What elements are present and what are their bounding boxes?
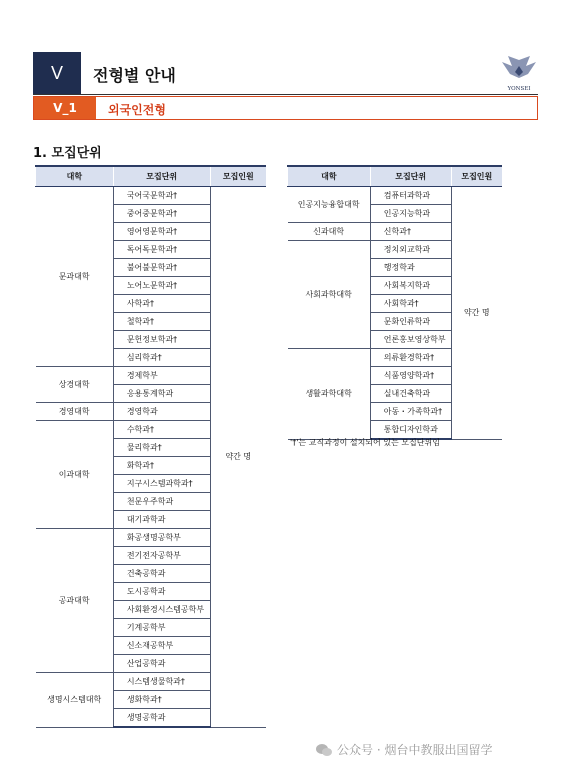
yonsei-logo [494, 52, 544, 94]
dept-cell: 생명공학과 [113, 709, 210, 728]
logo-wordmark: YONSEI [507, 86, 531, 92]
dept-cell: 대기과학과 [113, 511, 210, 529]
wechat-icon [316, 743, 332, 757]
college-cell: 상경대학 [36, 367, 114, 403]
dept-cell: 언론홍보영상학부 [370, 331, 451, 349]
dept-cell: 신소재공학부 [113, 637, 210, 655]
dept-cell: 영어영문학과† [113, 223, 210, 241]
dept-cell: 응용통계학과 [113, 385, 210, 403]
dept-header: 모집단위 [370, 166, 451, 187]
quota-cell: 약간 명 [210, 187, 266, 728]
dept-cell: 천문우주학과 [113, 493, 210, 511]
section-badge: V [33, 52, 81, 94]
dept-cell: 도시공학과 [113, 583, 210, 601]
footnote: '†'는 교직과정이 설치되어 있는 모집단위임 [290, 438, 440, 447]
college-cell: 인공지능융합대학 [288, 187, 371, 223]
table-row [36, 187, 267, 205]
dept-cell: 산업공학과 [113, 655, 210, 673]
dept-cell: 수학과† [113, 421, 210, 439]
dept-cell: 사학과† [113, 295, 210, 313]
dept-cell: 국어국문학과† [113, 187, 210, 205]
dept-cell: 기계공학부 [113, 619, 210, 637]
dept-cell: 아동・가족학과† [370, 403, 451, 421]
dept-cell: 철학과† [113, 313, 210, 331]
eagle-emblem-icon [494, 52, 544, 94]
dept-header: 모집단위 [113, 166, 210, 187]
dept-cell: 물리학과† [113, 439, 210, 457]
dept-cell: 인공지능학과 [370, 205, 451, 223]
dept-cell: 식품영양학과† [370, 367, 451, 385]
section-title: 전형별 안내 [93, 66, 176, 85]
dept-cell: 화학과† [113, 457, 210, 475]
dept-cell: 통합디자인학과 [370, 421, 451, 440]
college-cell: 사회과학대학 [288, 241, 371, 349]
dept-cell: 문화인류학과 [370, 313, 451, 331]
quota-header: 모집인원 [451, 166, 502, 187]
watermark [316, 741, 492, 758]
dept-cell: 시스템생물학과† [113, 673, 210, 691]
dept-cell: 신학과† [370, 223, 451, 241]
college-cell: 생명시스템대학 [36, 673, 114, 728]
table-row [288, 187, 503, 205]
dept-cell: 행정학과 [370, 259, 451, 277]
subsection-bar [33, 96, 538, 120]
dept-cell: 경영학과 [113, 403, 210, 421]
right-recruitment-table [287, 165, 502, 440]
dept-cell: 사회학과† [370, 295, 451, 313]
header-divider [33, 94, 538, 95]
subsection-tag: V_1 [34, 97, 96, 119]
dept-cell: 컴퓨터과학과 [370, 187, 451, 205]
college-cell: 생활과학대학 [288, 349, 371, 440]
page-heading: 1. 모집단위 [33, 146, 102, 161]
dept-cell: 건축공학과 [113, 565, 210, 583]
college-cell: 공과대학 [36, 529, 114, 673]
college-header: 대학 [36, 166, 114, 187]
subsection-title: 외국인전형 [108, 103, 166, 117]
college-cell: 문과대학 [36, 187, 114, 367]
college-cell: 신과대학 [288, 223, 371, 241]
college-cell: 경영대학 [36, 403, 114, 421]
college-cell: 이과대학 [36, 421, 114, 529]
dept-cell: 독어독문학과† [113, 241, 210, 259]
dept-cell: 사회환경시스템공학부 [113, 601, 210, 619]
quota-header: 모집인원 [210, 166, 266, 187]
dept-cell: 불어불문학과† [113, 259, 210, 277]
dept-cell: 화공생명공학부 [113, 529, 210, 547]
college-header: 대학 [288, 166, 371, 187]
dept-cell: 전기전자공학부 [113, 547, 210, 565]
dept-cell: 사회복지학과 [370, 277, 451, 295]
dept-cell: 노어노문학과† [113, 277, 210, 295]
dept-cell: 중어중문학과† [113, 205, 210, 223]
dept-cell: 의류환경학과† [370, 349, 451, 367]
dept-cell: 심리학과† [113, 349, 210, 367]
dept-cell: 지구시스템과학과† [113, 475, 210, 493]
watermark-text: 公众号 · 烟台中教服出国留学 [337, 743, 493, 757]
dept-cell: 문헌정보학과† [113, 331, 210, 349]
dept-cell: 생화학과† [113, 691, 210, 709]
dept-cell: 경제학부 [113, 367, 210, 385]
dept-cell: 정치외교학과 [370, 241, 451, 259]
quota-cell: 약간 명 [451, 187, 502, 440]
dept-cell: 실내건축학과 [370, 385, 451, 403]
left-recruitment-table [35, 165, 266, 728]
